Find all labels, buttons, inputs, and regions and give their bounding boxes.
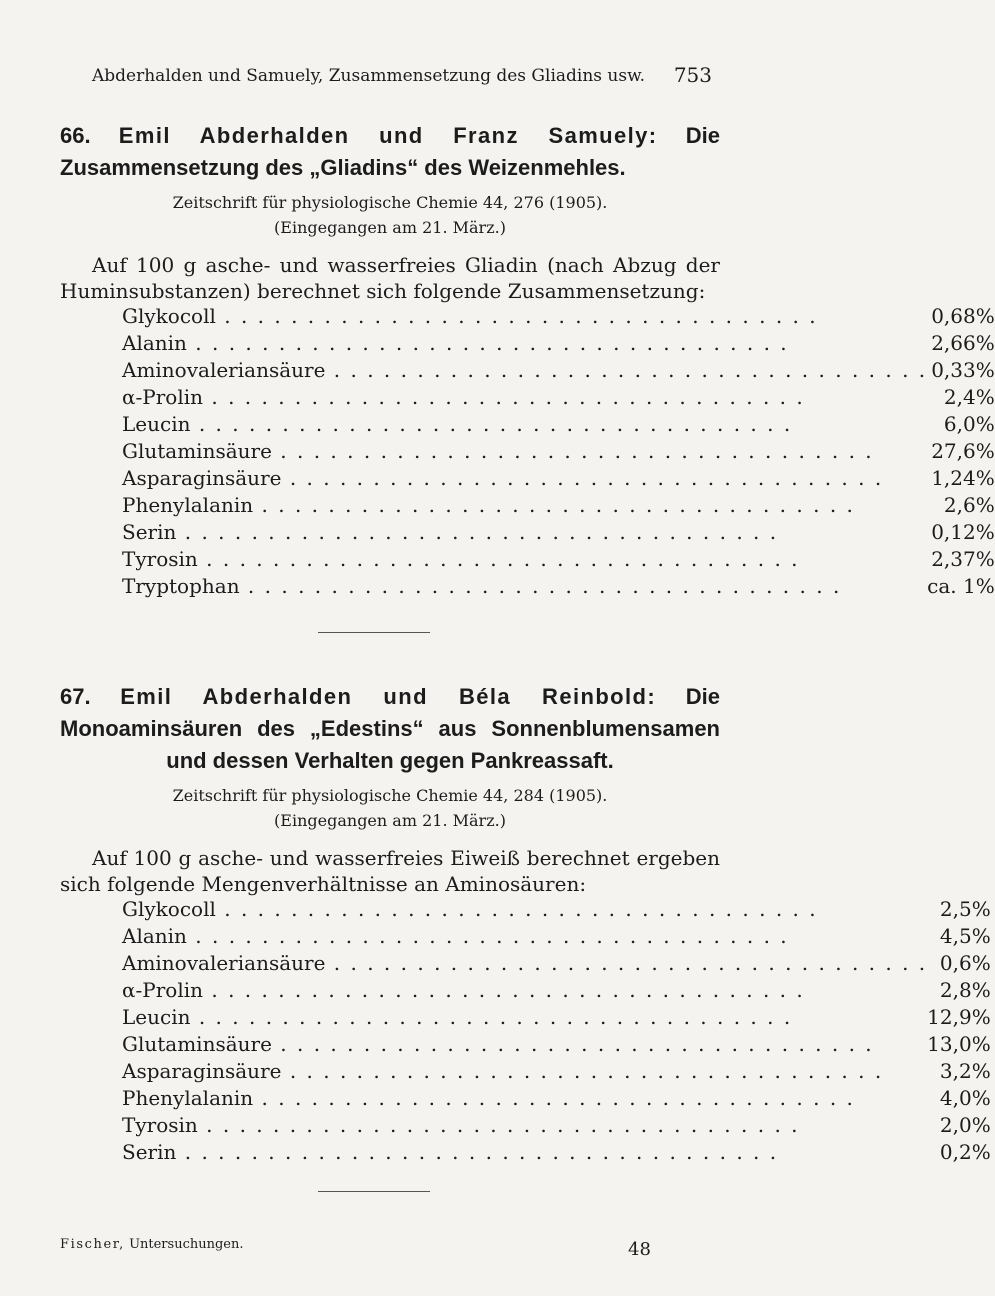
dot-leader <box>122 574 927 598</box>
section-divider <box>318 1191 430 1192</box>
dot-leader <box>122 1059 927 1083</box>
composition-row <box>122 1086 991 1113</box>
dot-leader <box>122 358 927 382</box>
section-heading: Die Monoaminsäuren des „Edestins“ aus Sonnenblumensamen und dessen Verhalten gegen Pankreassaft. <box>60 684 720 773</box>
composition-table <box>122 897 991 1167</box>
percentage-value: 13,0% <box>927 1032 991 1056</box>
amino-acid-cell <box>122 412 927 439</box>
amino-acid-name: Glutaminsäure <box>122 1032 272 1056</box>
amino-acid-cell <box>122 547 927 574</box>
percentage-value: 0,33% <box>931 358 995 382</box>
amino-acid-cell <box>122 978 927 1005</box>
amino-acid-name: Leucin <box>122 412 191 436</box>
percentage-value: 27,6% <box>931 439 995 463</box>
percentage-value: ca. 1% <box>927 574 995 598</box>
amino-acid-cell <box>122 574 927 601</box>
amino-acid-name: Asparaginsäure <box>122 1059 282 1083</box>
amino-acid-cell <box>122 1086 927 1113</box>
amino-acid-name: Leucin <box>122 1005 191 1029</box>
amino-acid-name: Phenylalanin <box>122 493 254 517</box>
dot-leader <box>122 924 927 948</box>
composition-row <box>122 466 995 493</box>
dot-leader <box>122 385 927 409</box>
dot-leader <box>122 1140 927 1164</box>
amino-acid-cell <box>122 331 927 358</box>
amino-acid-name: α-Prolin <box>122 978 203 1002</box>
section-66 <box>60 120 995 601</box>
composition-row <box>122 924 991 951</box>
percentage-value: 0,6% <box>939 951 991 975</box>
composition-row <box>122 951 991 978</box>
dot-leader <box>122 493 927 517</box>
section-divider <box>318 632 430 633</box>
signature-mark: 48 <box>628 1239 651 1260</box>
amino-acid-cell <box>122 1113 927 1140</box>
amino-acid-name: Tyrosin <box>122 1113 198 1137</box>
received-date: (Eingegangen am 21. März.) <box>274 218 506 237</box>
percentage-value: 0,2% <box>939 1140 991 1164</box>
dot-leader <box>122 1005 927 1029</box>
percentage-value: 0,68% <box>931 304 995 328</box>
percentage-value: 4,5% <box>939 924 991 948</box>
percentage-value: 6,0% <box>943 412 995 436</box>
percentage-value: 1,24% <box>931 466 995 490</box>
amino-acid-cell <box>122 951 927 978</box>
amino-acid-cell <box>122 1140 927 1167</box>
amino-acid-name: Glykocoll <box>122 304 216 328</box>
amino-acid-cell <box>122 924 927 951</box>
percentage-value: 2,0% <box>939 1113 991 1137</box>
section-heading: Die Zusammensetzung des „Gliadins“ des Weizenmehles. <box>60 123 720 180</box>
percentage-value: 4,0% <box>939 1086 991 1110</box>
composition-row <box>122 358 995 385</box>
citation: Zeitschrift für physiologische Chemie 44, 284 (1905). <box>172 786 608 805</box>
dot-leader <box>122 412 927 436</box>
amino-acid-name: Asparaginsäure <box>122 466 282 490</box>
amino-acid-cell <box>122 1032 927 1059</box>
dot-leader <box>122 520 927 544</box>
percentage-value: 2,4% <box>943 385 995 409</box>
amino-acid-name: α-Prolin <box>122 385 203 409</box>
composition-row <box>122 1059 991 1086</box>
amino-acid-cell <box>122 439 927 466</box>
dot-leader <box>122 466 927 490</box>
amino-acid-name: Serin <box>122 1140 177 1164</box>
percentage-value: 2,5% <box>939 897 991 921</box>
dot-leader <box>122 1032 927 1056</box>
section-67 <box>60 681 991 1167</box>
composition-row <box>122 547 995 574</box>
section-title <box>60 120 720 184</box>
percentage-value: 0,12% <box>931 520 995 544</box>
citation: Zeitschrift für physiologische Chemie 44, 276 (1905). <box>172 193 608 212</box>
composition-row <box>122 493 995 520</box>
page-number: 753 <box>673 63 712 87</box>
footer-author: Fischer, <box>60 1237 125 1252</box>
dot-leader <box>122 1086 927 1110</box>
section-authors: Emil Abderhalden und Franz Samuely: <box>118 123 658 148</box>
composition-row <box>122 412 995 439</box>
amino-acid-name: Alanin <box>122 331 187 355</box>
composition-row <box>122 331 995 358</box>
amino-acid-cell <box>122 897 927 924</box>
composition-row <box>122 304 995 331</box>
composition-row <box>122 520 995 547</box>
amino-acid-name: Serin <box>122 520 177 544</box>
amino-acid-name: Phenylalanin <box>122 1086 254 1110</box>
section-title <box>60 681 720 777</box>
amino-acid-name: Tyrosin <box>122 547 198 571</box>
intro-paragraph: Auf 100 g asche- und wasserfreies Gliadin (nach Abzug der Huminsubstanzen) berechnet sich folgende Zusammensetzung: <box>60 253 720 303</box>
amino-acid-cell <box>122 358 927 385</box>
amino-acid-cell <box>122 385 927 412</box>
running-title: Abderhalden und Samuely, Zusammensetzung des Gliadins usw. <box>92 66 646 86</box>
amino-acid-name: Glykocoll <box>122 897 216 921</box>
dot-leader <box>122 951 927 975</box>
percentage-value: 2,6% <box>943 493 995 517</box>
composition-row <box>122 1113 991 1140</box>
amino-acid-cell <box>122 304 927 331</box>
amino-acid-name: Aminovaleriansäure <box>122 951 326 975</box>
composition-row <box>122 978 991 1005</box>
amino-acid-name: Alanin <box>122 924 187 948</box>
dot-leader <box>122 547 927 571</box>
received-date: (Eingegangen am 21. März.) <box>274 811 506 830</box>
amino-acid-name: Tryptophan <box>122 574 240 598</box>
dot-leader <box>122 331 927 355</box>
composition-row <box>122 897 991 924</box>
amino-acid-cell <box>122 1005 927 1032</box>
percentage-value: 3,2% <box>939 1059 991 1083</box>
composition-row <box>122 574 995 601</box>
section-number: 66. <box>60 123 91 148</box>
amino-acid-cell <box>122 466 927 493</box>
intro-paragraph: Auf 100 g asche- und wasserfreies Eiweiß berechnet ergeben sich folgende Mengenverhältnisse an Aminosäuren: <box>60 846 720 896</box>
section-number: 67. <box>60 684 91 709</box>
composition-table <box>122 304 995 601</box>
running-head <box>92 63 712 87</box>
composition-row <box>122 439 995 466</box>
percentage-value: 2,37% <box>931 547 995 571</box>
section-authors: Emil Abderhalden und Béla Reinbold: <box>120 684 657 709</box>
percentage-value: 12,9% <box>927 1005 991 1029</box>
page-footer <box>60 1237 651 1260</box>
dot-leader <box>122 304 927 328</box>
amino-acid-cell <box>122 520 927 547</box>
dot-leader <box>122 978 927 1002</box>
percentage-value: 2,66% <box>931 331 995 355</box>
dot-leader <box>122 439 927 463</box>
composition-row <box>122 1032 991 1059</box>
percentage-value: 2,8% <box>939 978 991 1002</box>
composition-row <box>122 385 995 412</box>
amino-acid-cell <box>122 1059 927 1086</box>
amino-acid-cell <box>122 493 927 520</box>
amino-acid-name: Aminovaleriansäure <box>122 358 326 382</box>
composition-row <box>122 1140 991 1167</box>
dot-leader <box>122 1113 927 1137</box>
footer-work: Untersuchungen. <box>129 1237 244 1252</box>
amino-acid-name: Glutaminsäure <box>122 439 272 463</box>
composition-row <box>122 1005 991 1032</box>
dot-leader <box>122 897 927 921</box>
